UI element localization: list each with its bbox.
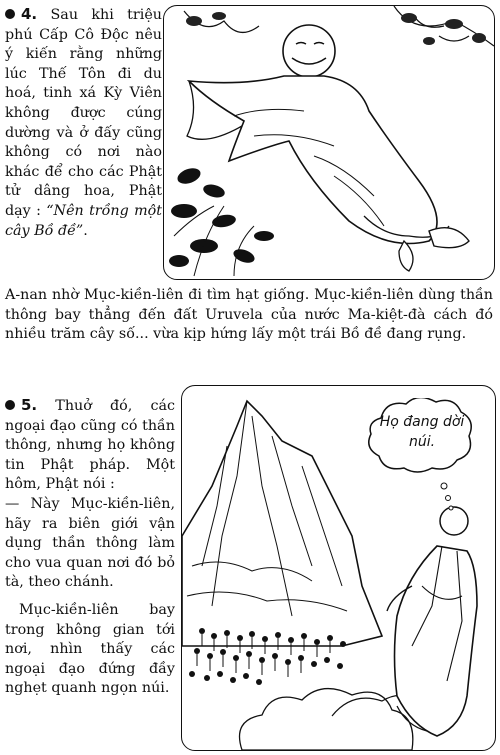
- panel-4-number: 4.: [21, 5, 38, 23]
- panel-5-text: [5, 396, 175, 699]
- panel-5-para-1: Thuở đó, các ngoại đạo cũng có thần thông, nhưng họ không tin Phật pháp. Một hôm, Phật nói :: [5, 398, 175, 493]
- bullet-icon: [5, 9, 15, 19]
- panel-4-quote-end: .: [83, 222, 88, 239]
- panel-4-body: Sau khi triệu phú Cấp Cô Độc nêu ý kiến rằng những lúc Thế Tôn đi du hoá, tinh xá Kỳ Viên không được cúng dường và ở đấy cũng không có nơi nào khác để cho các Phật tử dâng hoa, Phật dạy :: [5, 7, 162, 219]
- panel-5-para-2: — Này Mục-kiền-liên, hãy ra biên giới vận dụng thần thông làm cho vua quan nơi đó bỏ tà, theo chánh.: [5, 495, 175, 591]
- panel-4-quote: “Nên trồng một cây Bồ đề”: [5, 202, 162, 239]
- bullet-icon: [5, 400, 15, 410]
- panel-4-continuation: A-nan nhờ Mục-kiền-liên đi tìm hạt giống. Mục-kiền-liên dùng thần thông bay thẳng đến đất Uruvela của nước Ma-kiệt-đà cách đó nhiều trăm cây số... vừa kịp hứng lấy một trái Bồ đề đang rụng.: [5, 287, 493, 343]
- speech-bubble-text: Họ đang dời núi.: [379, 414, 465, 450]
- panel-5-number: 5.: [21, 396, 38, 414]
- monk-flying-illustration: [164, 6, 494, 279]
- panel-5-para-3: Mục-kiền-liên bay trong không gian tới nơi, nhìn thấy các ngoại đạo đứng đầy nghẹt quanh ngọn núi.: [5, 601, 175, 697]
- panel-4-text: [5, 5, 162, 241]
- panel-4-illustration-frame: [163, 5, 495, 280]
